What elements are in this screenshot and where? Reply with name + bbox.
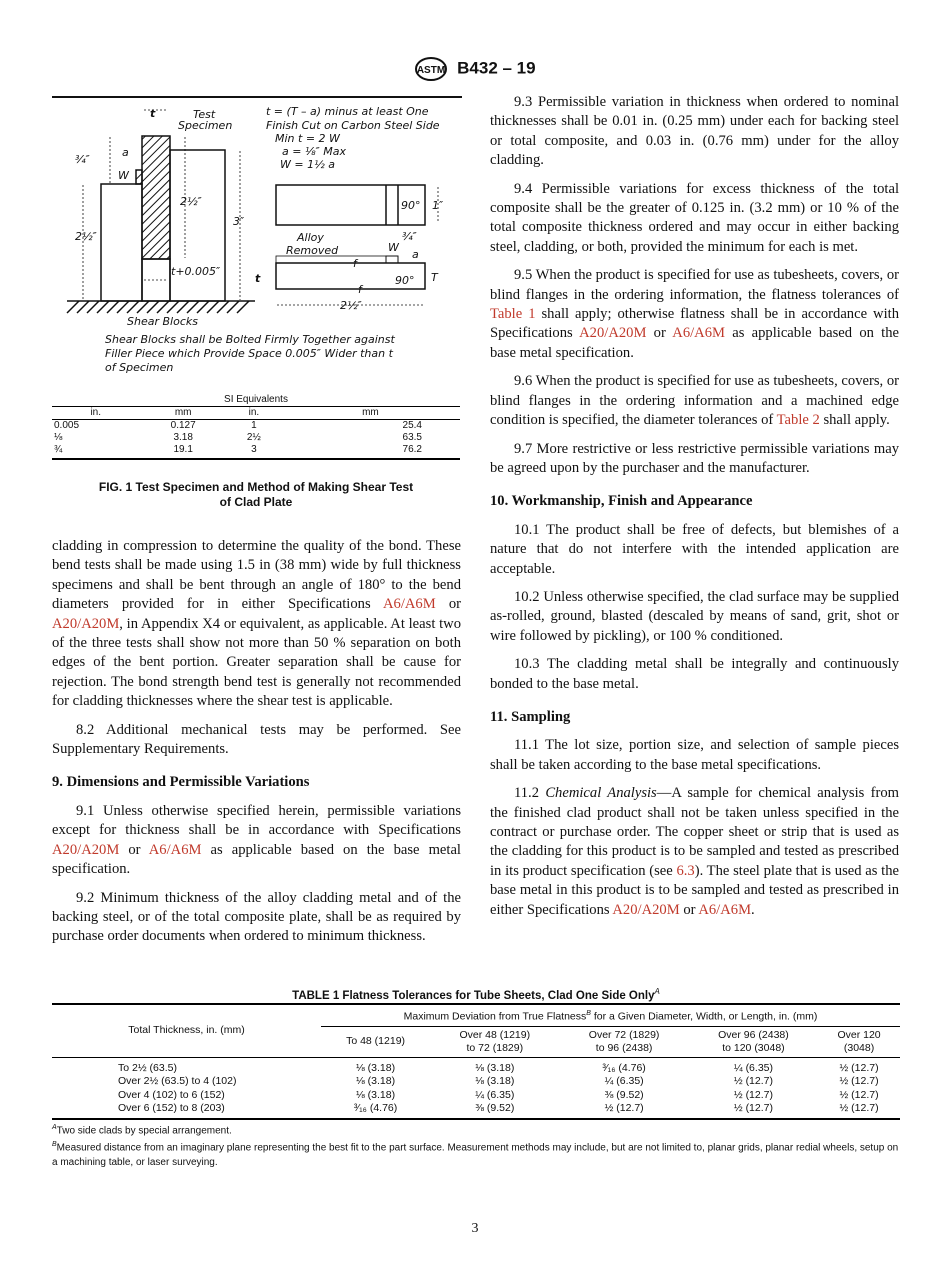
text-run: 11. Sampling [490, 708, 571, 725]
tolerance-cell: ³⁄₁₆ (4.76) [321, 1102, 430, 1119]
reference-link[interactable]: Table 2 [776, 412, 820, 429]
si-row [52, 444, 460, 459]
label-three-quarter: ¾″ [75, 153, 90, 166]
column-header [689, 1026, 818, 1057]
ground-hatching [67, 301, 249, 313]
page-header [0, 56, 950, 82]
paragraph [490, 736, 899, 775]
reference-link[interactable]: A6/A6M [698, 901, 752, 918]
paragraph [52, 889, 461, 947]
table-1-footnotes [52, 1121, 902, 1170]
tolerance-cell: ½ (12.7) [818, 1102, 900, 1119]
text-run: 9.1 Unless otherwise specified herein, permissible variations except for thickness shall be in accordance with Specifications [52, 802, 461, 839]
text-run: 9.7 More restrictive or less restrictive permissible variations may be agreed upon by the purchaser and the manufacturer. [490, 440, 899, 476]
tolerance-cell: ½ (12.7) [733, 1075, 773, 1087]
group-header-text-rest: for a Given Diameter, Width, or Length, in. (mm) [590, 1010, 818, 1023]
tolerance-cell: ³⁄₁₆ (4.76) [602, 1061, 646, 1074]
si-cell: 76.2 [281, 444, 460, 459]
column-header-line: (3048) [843, 1041, 875, 1054]
thickness-cell: To 2½ (63.5) [118, 1061, 177, 1074]
astm-logo-icon [414, 56, 448, 82]
reference-link[interactable]: A20/A20M [579, 325, 647, 342]
text-run: 11.1 The lot size, portion size, and selection of sample pieces shall be taken according to the base metal specifications. [490, 737, 899, 773]
page-number: 3 [471, 1221, 479, 1236]
label-removed: Removed [286, 244, 339, 257]
tolerance-cell: ½ (12.7) [733, 1088, 773, 1101]
formula-line-1: t = (T – a) minus at least One [266, 105, 429, 118]
tolerance-cell: ¼ (6.35) [475, 1088, 515, 1101]
figure-caption-line-1: FIG. 1 Test Specimen and Method of Making Shear Test [98, 480, 414, 494]
text-run: as applicable based on the base metal specification. [52, 841, 461, 878]
text-run: 9.3 Permissible variation in thickness when ordered to nominal thicknesses shall be 0.01 in. (0.25 mm) under each for backing steel or total composite, and 0.03 in. (0.76 mm) under for the alloy cladding. [490, 94, 899, 169]
tolerance-cell: ⅛ (3.18) [356, 1075, 396, 1087]
label-a-2: a [412, 248, 419, 261]
si-header: in. [227, 407, 281, 420]
tolerance-cell: ¼ (6.35) [733, 1061, 773, 1074]
figure-note-line-2: Filler Piece which Provide Space 0.005″ Wider than t [105, 347, 393, 360]
si-cell: 3.18 [173, 432, 193, 443]
si-cell: 2½ [246, 432, 261, 443]
label-three: 3″ [233, 215, 245, 228]
italic-term: Chemical Analysis [545, 785, 657, 802]
column-header-line: Over 72 (1829) [588, 1028, 660, 1041]
column-header [321, 1026, 430, 1057]
group-header-text: Maximum Deviation from True Flatness [403, 1010, 587, 1023]
si-header: mm [281, 407, 460, 420]
shear-blocks [67, 136, 255, 301]
column-header [430, 1026, 559, 1057]
group-header-footnote-mark: B [586, 1010, 591, 1017]
column-header-line: Over 96 (2438) [718, 1028, 789, 1041]
si-cell: 25.4 [402, 420, 422, 431]
section-heading [490, 492, 899, 511]
text-run: 11.2 [514, 785, 546, 802]
text-run: 9.4 Permissible variations for excess thickness of the total composite shall be the greater of 0.125 in. (3.2 mm) or 10 % of the total composite thickness ordered and may occur in either backing steel, cladding, or both, provided the minimum for each is met. [490, 180, 899, 255]
standard-designation: B432 – 19 [457, 58, 536, 78]
label-ninety-1: 90° [401, 199, 421, 212]
tolerance-cell: ⅛ (3.18) [475, 1075, 515, 1087]
text-run: 9.6 When the product is specified for use as tubesheets, covers, or blind flanges in the ordering information and a machined edge condition is specified, the diameter tolerances of [490, 373, 899, 429]
right-column-text [490, 93, 899, 929]
text-run: 10.2 Unless otherwise specified, the clad surface may be supplied as-rolled, ground, blasted (descaled by means of sand, grit, shot or wire followed by pickling), or 100 % conditioned. [490, 588, 899, 644]
section-heading [490, 708, 899, 727]
table-row [52, 1075, 900, 1089]
text-run: ). The steel plate that is used as the base metal in this product is to be sampled and tested as prescribed in either Specifications [490, 862, 899, 918]
table-1-flatness-tolerances [52, 1003, 900, 1120]
paragraph [490, 521, 899, 579]
table-row [52, 1089, 900, 1103]
si-cell: 0.127 [170, 420, 196, 431]
column-header [818, 1026, 900, 1057]
column-header-line: to 96 (2438) [595, 1041, 653, 1054]
label-f-1: f [353, 257, 357, 270]
text-run: or [119, 841, 149, 858]
paragraph [490, 372, 899, 430]
svg-text:ASTM: ASTM [417, 65, 446, 76]
tolerance-cell: ⅛ (3.18) [475, 1061, 515, 1074]
footnote-mark: B [52, 1141, 57, 1149]
reference-link[interactable]: Table 1 [490, 306, 536, 323]
si-cell: ¾ [52, 444, 139, 459]
si-cell: 1 [251, 420, 257, 431]
tolerance-cell: ½ (12.7) [689, 1102, 818, 1119]
figure-note-line-1: Shear Blocks shall be Bolted Firmly Together against [105, 333, 395, 346]
label-t-2: t [255, 272, 261, 285]
tolerance-cell: ½ (12.7) [559, 1102, 688, 1119]
column-header-line: Over 48 (1219) [459, 1028, 531, 1041]
text-run: cladding in compression to determine the quality of the bond. These bend tests shall be made using 1.5 in (38 mm) wide by full thickness specimens and shall be bent through an angle of 180° to the bend diameters provided for in either Specifications [52, 538, 461, 613]
paragraph [490, 440, 899, 479]
tolerance-cell: ⅛ (3.18) [356, 1061, 396, 1074]
label-alloy: Alloy [297, 231, 324, 244]
dimension-lines [83, 110, 438, 305]
label-t-plus: t+0.005″ [171, 265, 221, 278]
formula-line-3: Min t = 2 W [275, 132, 340, 145]
text-run: or [679, 901, 699, 918]
label-two-half-left: 2½″ [75, 230, 97, 243]
footnote-mark: A [52, 1124, 57, 1131]
si-cell: 63.5 [402, 432, 422, 443]
footnote [52, 1121, 902, 1138]
text-run: 8.2 Additional mechanical tests may be performed. See Supplementary Requirements. [52, 721, 461, 758]
text-run: 9. Dimensions and Permissible Variations [52, 774, 310, 791]
tolerance-cell: ⅜ (9.52) [430, 1102, 559, 1119]
text-run: 9.2 Minimum thickness of the alloy cladding metal and of the backing steel, or of the total composite plate, shall be as required by purchase order documents when ordered to minimum thickness. [52, 889, 461, 945]
footnote-text: Two side clads by special arrangement. [56, 1125, 232, 1137]
reference-link[interactable]: A6/A6M [672, 325, 725, 342]
si-cell: ⅛ [54, 432, 63, 443]
tolerance-cell: ½ (12.7) [839, 1075, 879, 1087]
reference-link[interactable]: A6/A6M [382, 596, 436, 613]
label-three-quarter-2: ¾″ [402, 230, 417, 243]
text-run: 9.5 When the product is specified for use as tubesheets, covers, or blind flanges in the ordering information, the flatness tolerances of [490, 267, 899, 303]
figure-caption-line-2: of Clad Plate [219, 495, 293, 509]
reference-link[interactable]: A20/A20M [52, 615, 120, 632]
si-cell: 0.005 [54, 420, 80, 431]
left-column-text [52, 537, 461, 956]
text-run: . [751, 901, 755, 918]
label-w: W [118, 169, 129, 182]
si-row [52, 432, 460, 444]
paragraph [52, 537, 461, 712]
paragraph [52, 802, 461, 880]
label-two-half-mid: 2½″ [180, 195, 202, 208]
si-header: mm [139, 407, 226, 420]
text-run: , in Appendix X4 or equivalent, as applicable. At least two of the three tests shall show not more than 50 % separation on both edges of the bent portion. Greater separation shall be cause for rejection. The bond strength bend test is generally not recommended for cladding thicknesses where the shear test is applicable. [52, 615, 461, 710]
si-row [52, 420, 460, 433]
column-header-line: Over 120 [837, 1028, 881, 1041]
reference-link[interactable]: A20/A20M [612, 901, 680, 918]
label-t: t [150, 107, 156, 120]
label-one: 1″ [432, 199, 444, 212]
si-cell: 3 [227, 444, 281, 459]
label-w-2: W [388, 241, 399, 254]
si-table-caption: SI Equivalents [52, 394, 460, 407]
tolerance-cell: ¼ (6.35) [604, 1075, 644, 1087]
si-header: in. [52, 407, 139, 420]
text-run: 10. Workmanship, Finish and Appearance [490, 493, 753, 510]
thickness-cell: Over 6 (152) to 8 (203) [52, 1102, 321, 1119]
paragraph [490, 266, 899, 363]
thickness-cell: Over 4 (102) to 6 (152) [118, 1088, 225, 1101]
label-T: T [431, 271, 438, 284]
paragraph [490, 784, 899, 920]
table-row [52, 1057, 900, 1075]
group-header [321, 1004, 900, 1026]
thickness-cell: Over 2½ (63.5) to 4 (102) [118, 1075, 237, 1087]
si-equivalents-table [52, 394, 460, 460]
label-ninety-2: 90° [395, 274, 415, 287]
text-run: —A sample for chemical analysis from the finished clad product shall not be taken unless specified in the contract or purchase order. The copper sheet or strip that is used as the cladding for this product is to be sampled and tested as prescribed in its product specification (see [490, 785, 899, 879]
tolerance-cell: ½ (12.7) [839, 1088, 879, 1101]
text-run: 10.1 The product shall be free of defects, but blemishes of a nature that do not interfere with the intended application are acceptable. [490, 521, 899, 577]
table-row [52, 1102, 900, 1119]
row-header: Total Thickness, in. (mm) [52, 1004, 321, 1057]
text-run: shall apply. [819, 412, 890, 429]
formula-line-4: a = ⅛″ Max [282, 145, 346, 158]
text-run: or [646, 325, 673, 342]
table-1-title-footnote-mark: A [654, 987, 660, 996]
label-two-half-bottom: 2½″ [340, 299, 362, 312]
figure-1-drawing [50, 95, 465, 375]
tolerance-cell: ⅛ (3.18) [356, 1088, 396, 1101]
column-header-line: To 48 (1219) [346, 1035, 406, 1047]
figure-note-line-3: of Specimen [105, 361, 174, 374]
column-header [559, 1026, 688, 1057]
table-1-title-text: TABLE 1 Flatness Tolerances for Tube Sheets, Clad One Side Only [292, 989, 655, 1002]
paragraph [490, 588, 899, 646]
figure-caption [52, 480, 460, 510]
label-test: Test [193, 108, 216, 121]
reference-link[interactable]: A20/A20M [52, 841, 120, 858]
reference-link[interactable]: 6.3 [676, 862, 695, 879]
column-header-line: to 72 (1829) [466, 1041, 524, 1054]
label-shear-blocks: Shear Blocks [127, 315, 198, 328]
paragraph [490, 93, 899, 171]
formula-line-2: Finish Cut on Carbon Steel Side [266, 119, 440, 132]
formula-line-5: W = 1½ a [280, 158, 335, 171]
text-run: or [435, 596, 461, 613]
section-heading [52, 773, 461, 792]
label-a: a [122, 146, 129, 159]
column-header-line: to 120 (3048) [722, 1041, 785, 1054]
paragraph [52, 721, 461, 760]
text-run: shall apply; otherwise flatness shall be in accordance with Specifications [490, 306, 899, 342]
footnote-text: Measured distance from an imaginary plane representing the best fit to the part surface. Measurement methods may include, but are not limited to, planar grids, planar redial wheels, setup on a machining table, or laser surveying. [52, 1142, 899, 1168]
tolerance-cell: ½ (12.7) [839, 1061, 879, 1074]
tolerance-cell: ⅜ (9.52) [604, 1088, 644, 1101]
reference-link[interactable]: A6/A6M [148, 841, 202, 858]
si-cell: 19.1 [139, 444, 226, 459]
table-1-title [52, 987, 900, 1002]
footnote [52, 1138, 902, 1169]
text-run: 10.3 The cladding metal shall be integrally and continuously bonded to the base metal. [490, 656, 899, 692]
text-run: as applicable based on the base metal specification. [490, 325, 899, 361]
paragraph [490, 180, 899, 258]
label-f-2: f [358, 283, 362, 296]
paragraph [490, 655, 899, 694]
label-specimen: Specimen [178, 119, 233, 132]
